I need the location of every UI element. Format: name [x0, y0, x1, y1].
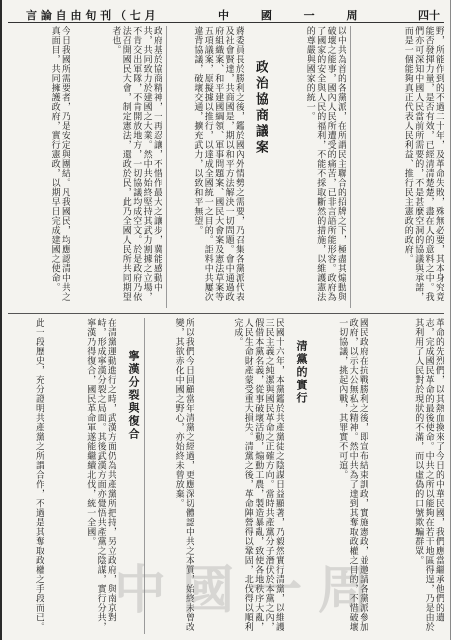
bottom-middle-column-2: 所以我們今日回顧當年清黨之經過，更應深切體認中共之本質，始終未曾改變，其欲赤化中國之野心，亦始終未曾放棄。	[173, 318, 194, 632]
column-divider	[166, 26, 167, 308]
column-divider	[350, 26, 351, 308]
horizontal-divider	[8, 313, 444, 314]
bottom-left-column-2: 此一段歷史，充分證明共產黨之所謂合作，不過是其奪取政權之手段而已。	[34, 318, 44, 632]
watermark-stamp: 中 國 一 周	[114, 560, 381, 621]
publication-title: 中 國 一 周	[218, 9, 372, 22]
bottom-left-column: 在清黨運動進行之時，武漢方面仍為共產黨所把持，另立政府，與南京對峙，形成寧漢分裂之局面。其後武漢方面亦覺悟共產黨之陰謀，實行分共，寧漢乃得復合，國民革命軍遂能繼續北伐，統一全國。	[85, 318, 116, 632]
top-left-column: 政府基於協商精神，一再忍讓，不惜作最大之讓步，冀能感動中共，共同致力於建國之大業。然中共始終堅持其武力割據之立場，不肯交出軍隊，不肯開放地方，一切協議均成空文。於是政府乃依法召開國民大會，制定憲法，還政於民，此乃全國人民所共同期望者也。	[110, 26, 162, 302]
top-right-column: 野，所能作到的不過二十年，及革命失敗，殊無必要，其本身究竟能否發揮力量，是否有效，已經清清楚楚，盡在人的意料之中。我們亦可深知中國人民當前所需要的，不是甚麼空洞的協議與承諾，而是一個能夠真正代表人民利益、推行民主憲政的政府。	[402, 26, 444, 302]
top-right-column-2: 以中共為首的各黨派，在所謂民主聯合的招牌之下，極盡其煽動與破壞之能事，國內人民所遭受的痛苦，已非言語所能形容。政府為了國家的安全與人民的福利，不能不採取斷然的措施，以維護憲法的尊嚴與國家的統一。	[304, 26, 346, 302]
page-number: 四十	[418, 9, 440, 22]
page-header	[8, 6, 444, 23]
bottom-middle-column: 民國十六年，本黨鑑於共產黨徒之陰謀日益顯著，乃毅然實行清黨，以維護三民主義之純潔與國民革命之正確方向。當時共產黨分子潛伏於本黨之內，假借本黨名義，從事破壞活動，煽動工農，製造暴亂，致使各地秩序大亂，人民生命財產蒙受重大損失。清黨之後，革命陣營得以鞏固，北伐得以順利完成。	[232, 318, 284, 632]
bottom-right-column: 革命的先烈們，以其熱血換來了今日的中華民國，我們應當繼承他們的遺志，完成國民革命的最後使命。中共之所以能夠在若干地區得逞，乃是由於其利用了人民對於現狀的不滿，而以虛偽的口號欺騙群眾。	[413, 318, 444, 632]
header-date: 言 論 自 由 旬 刊 （ 七 月	[26, 9, 156, 22]
bottom-right-column-2: 國民政府在抗戰勝利之後，即宣布結束訓政，實施憲政，並邀請各黨派參加政府，以示大公無私之精神。然中共為了達到其奪取政權之目的，不惜破壞一切協議，挑起內戰，其罪實不可逭。	[337, 318, 368, 632]
section-title-political-consultation: 政治協商議案	[253, 60, 268, 156]
top-middle-column: 蔣委員長於勝利之後，鑑於國內外情勢之需要，乃召集各黨派代表及社會賢達，共商國是，期以和平方法解決一切問題。會中通過政府組織案、和平建國綱領、軍事問題案、國民大會案及憲法草案等五項議案，原擬據以推行，以達成全國統一之目的。詎料中共屢次違背協議，破壞交通，擴充武力，以致和平無望。	[192, 26, 244, 302]
top-left-column-2: 今日我國所需要者，乃是安定與團結。凡我國民，均應認清中共之真面目，共同擁護政府，實行憲政，以期早日完成建國之使命。	[49, 26, 70, 302]
section-title-split-and-reunion: 寧漢分裂與復合	[127, 350, 140, 441]
section-title-party-purge: 清黨的實行	[295, 340, 308, 405]
